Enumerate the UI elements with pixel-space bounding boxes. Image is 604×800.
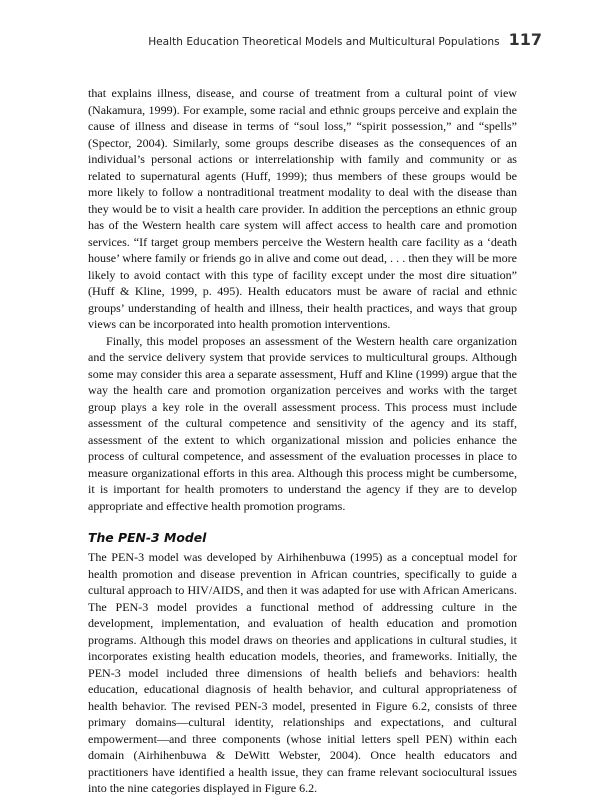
running-head-title: Health Education Theoretical Models and Multicultural Populations xyxy=(148,36,500,48)
body-paragraph: The PEN-3 model was developed by Airhihenbuwa (1995) as a conceptual model for health promotion and disease prevention in African countries, specifically to guide a cultural approach to HIV/AIDS, and then it was adapted for use with African Americans. The PEN-3 model provides a functional method of addressing culture in the development, implementation, and evaluation of health education and promotion programs. Although this model draws on theories and applications in cultural studies, it incorporates existing health education models, theories, and frameworks. Initially, the PEN-3 model included three dimensions of health beliefs and behaviors: health education, educational diagnosis of health behavior, and cultural appropriateness of health behavior. The revised PEN-3 model, presented in Figure 6.2, consists of three primary domains—cultural identity, relationships and expectations, and cultural empowerment—and three components (whose initial letters spell PEN) within each domain (Airhihenbuwa & DeWitt Webster, 2004). Once health educators and practitioners have identified a health issue, they can frame relevant sociocultural issues into the nine categories displayed in Figure 6.2. xyxy=(88,550,517,795)
body-paragraph: that explains illness, disease, and course of treatment from a cultural point of view (Nakamura, 1999). For example, some racial and ethnic groups perceive and explain the cause of illness and disease in terms of “soul loss,” “spirit possession,” and “spells” (Spector, 2004). Similarly, some groups describe diseases as the consequences of an individual’s personal actions or interrelationship with family and community or as related to supernatural agents (Huff, 1999); thus members of these groups would be more likely to follow a nontraditional treatment modality to deal with the disease than they would be to visit a health care provider. In addition the perceptions an ethnic group has of the Western health care system will affect access to health care and promotion services. “If target group members perceive the Western health care facility as a ‘death house’ where family or friends go in alive and come out dead, . . . then they will be more likely to avoid contact with this type of facility except under the most dire situation” (Huff & Kline, 1999, p. 495). Health educators must be aware of racial and ethnic groups’ understanding of health and illness, their health practices, and ways that group views can be incorporated into health promotion interventions. xyxy=(88,86,517,331)
page-body xyxy=(88,85,517,797)
section-heading: The PEN-3 Model xyxy=(88,530,207,545)
running-head xyxy=(0,30,542,49)
page-number: 117 xyxy=(508,30,542,49)
body-paragraph: Finally, this model proposes an assessment of the Western health care organization and the service delivery system that provide services to multicultural groups. Although some may consider this area a separate assessment, Huff and Kline (1999) argue that the way the health care and promotion organization perceives and works with the target group plays a key role in the overall assessment process. This process must include assessment of the cultural competence and sensitivity of the agency and its staff, assessment of the extent to which organizational mission and policies enhance the process of cultural competence, and assessment of the evaluation processes in place to measure organizational efforts in this area. Although this process might be cumbersome, it is important for health promoters to understand the agency if they are to develop appropriate and effective health promotion programs. xyxy=(88,333,517,513)
